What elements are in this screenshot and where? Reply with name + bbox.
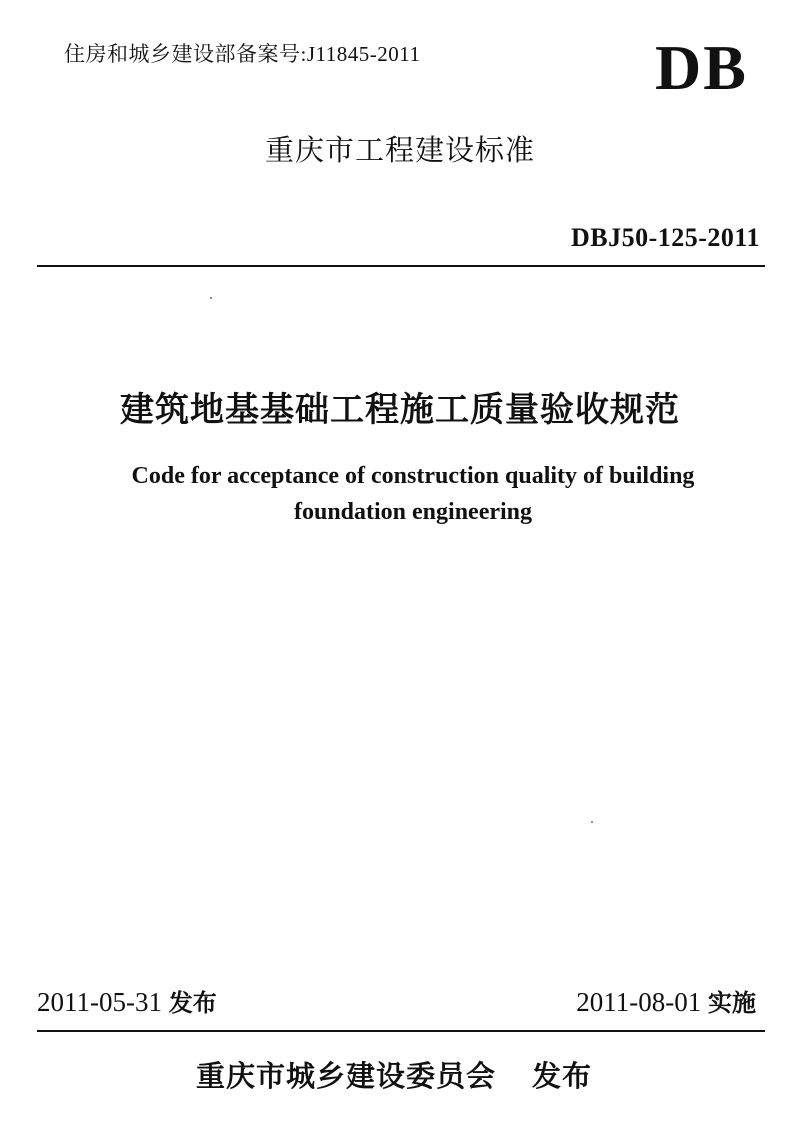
issuer-line: [196, 1054, 592, 1095]
scan-speck: [591, 821, 593, 823]
issuer-name: 重庆市城乡建设委员会: [196, 1059, 497, 1093]
effective-date: 2011-08-01: [576, 987, 702, 1017]
issue-label: 发布: [168, 989, 217, 1017]
record-number-line: [64, 38, 420, 68]
title-english-line1: Code for acceptance of construction quality of building: [131, 463, 695, 489]
title-chinese: 建筑地基基础工程施工质量验收规范: [120, 390, 680, 430]
issuer-action: 发布: [532, 1059, 593, 1093]
standard-number: DBJ50-125-2011: [571, 223, 760, 252]
db-logo: DB: [655, 32, 748, 103]
issue-date-line: [37, 983, 217, 1018]
standard-category: 重庆市工程建设标准: [264, 133, 535, 167]
record-label: 住房和城乡建设部备案号:: [64, 42, 307, 66]
scan-speck: [210, 297, 212, 299]
effective-date-line: [576, 983, 756, 1018]
bottom-divider: [37, 1030, 765, 1032]
issue-date: 2011-05-31: [37, 987, 162, 1017]
record-number: J11845-2011: [306, 42, 421, 66]
title-english-line2: foundation engineering: [293, 499, 533, 525]
top-divider: [37, 265, 765, 267]
effective-label: 实施: [708, 989, 756, 1017]
